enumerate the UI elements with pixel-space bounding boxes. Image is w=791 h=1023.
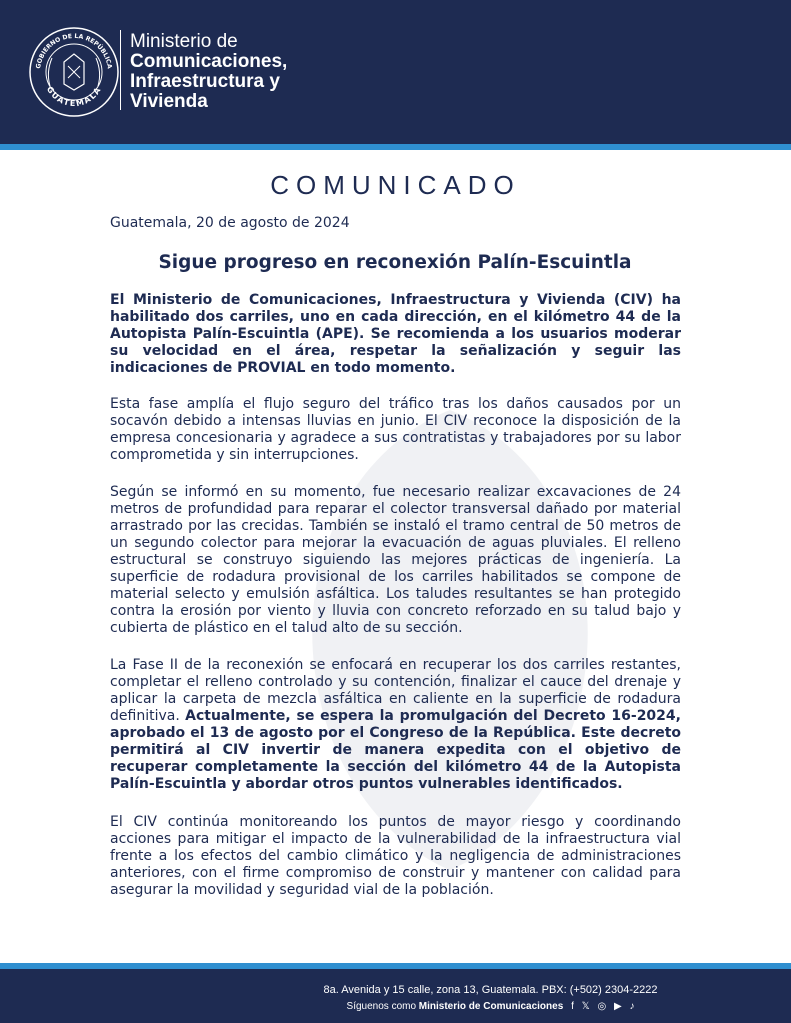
svg-text:GUATEMALA (45, 85, 103, 108)
tiktok-icon[interactable]: ♪ (629, 1001, 635, 1012)
ministry-line-3: Infraestructura y (130, 71, 280, 92)
header-accent-stripe (0, 144, 791, 150)
header-divider (120, 30, 121, 110)
paragraph-4 (110, 657, 681, 793)
youtube-icon[interactable]: ▶ (613, 1001, 622, 1012)
ministry-line-1: Ministerio de (130, 31, 238, 52)
seal-text-bottom: GUATEMALA (44, 84, 104, 109)
paragraph-2: Esta fase amplía el flujo seguro del tráfico tras los daños causados por un socavón debido a intensas lluvias en junio. El CIV reconoce la disposición de la empresa concesionaria y agradece a sus contratistas y trabajadores por su labor comprometida y sin interrupciones. (110, 396, 681, 463)
document-date: Guatemala, 20 de agosto de 2024 (110, 215, 350, 231)
paragraph-4-regular: La Fase II de la reconexión se enfocará en recuperar los dos carriles restantes, completar el relleno controlado y su contención, finalizar el cauce del drenaje y aplicar la carpeta de mezcla asfáltica en caliente en la superficie de rodadura definitiva. (110, 657, 681, 724)
ministry-line-4: Vivienda (130, 91, 208, 112)
footer-banner (0, 969, 791, 1023)
x-icon[interactable]: 𝕏 (581, 1001, 590, 1012)
headline: Sigue progreso en reconexión Palín-Escuintla (158, 252, 632, 273)
guatemala-seal-icon (28, 26, 120, 118)
paragraph-lead: El Ministerio de Comunicaciones, Infraestructura y Vivienda (CIV) ha habilitado dos carriles, uno en cada dirección, en el kilómetro 44 de la Autopista Palín-Escuintla (APE). Se recomienda a los usuarios moderar su velocidad en el área, respetar la señalización y seguir las indicaciones de PROVIAL en todo momento. (110, 292, 681, 376)
instagram-icon[interactable]: ◎ (597, 1001, 607, 1012)
seal-text-top: GOBIERNO DE LA REPÚBLICA (35, 32, 113, 70)
document-title: COMUNICADO (270, 170, 521, 200)
follow-prefix: Síguenos como (346, 1001, 419, 1012)
ministry-name (130, 32, 287, 112)
header-banner (0, 0, 791, 144)
facebook-icon[interactable]: f (571, 1001, 574, 1012)
footer-social (0, 1001, 791, 1012)
paragraph-5: El CIV continúa monitoreando los puntos de mayor riesgo y coordinando acciones para mitigar el impacto de la vulnerabilidad de la infraestructura vial frente a los efectos del cambio climático y la negligencia de administraciones anteriores, con el firme compromiso de construir y mantener con calidad para asegurar la movilidad y seguridad vial de la población. (110, 814, 681, 898)
follow-name: Ministerio de Comunicaciones (418, 1001, 564, 1012)
footer-address: 8a. Avenida y 15 calle, zona 13, Guatemala. PBX: (+502) 2304-2222 (323, 984, 658, 996)
paragraph-4-bold: Actualmente, se espera la promulgación del Decreto 16-2024, aprobado el 13 de agosto por el Congreso de la República. Este decreto permitirá al CIV invertir de manera expedita con el objetivo de recuperar completamente la sección del kilómetro 44 de la Autopista Palín-Escuintla y abordar otros puntos vulnerables identificados. (110, 708, 681, 792)
paragraph-3: Según se informó en su momento, fue necesario realizar excavaciones de 24 metros de profundidad para reparar el colector transversal dañado por material arrastrado por las crecidas. También se instaló el tramo central de 50 metros de un segundo colector para mejorar la evacuación de aguas pluviales. El relleno estructural se construyo siguiendo las mejores prácticas de ingeniería. La superficie de rodadura provisional de los carriles habilitados se compone de material selecto y emulsión asfáltica. Los taludes resultantes se han protegido contra la erosión por viento y lluvia con concreto reforzado en su talud bajo y cubierta de plástico en el talud alto de su sección. (110, 484, 681, 636)
ministry-line-2: Comunicaciones, (130, 51, 288, 72)
